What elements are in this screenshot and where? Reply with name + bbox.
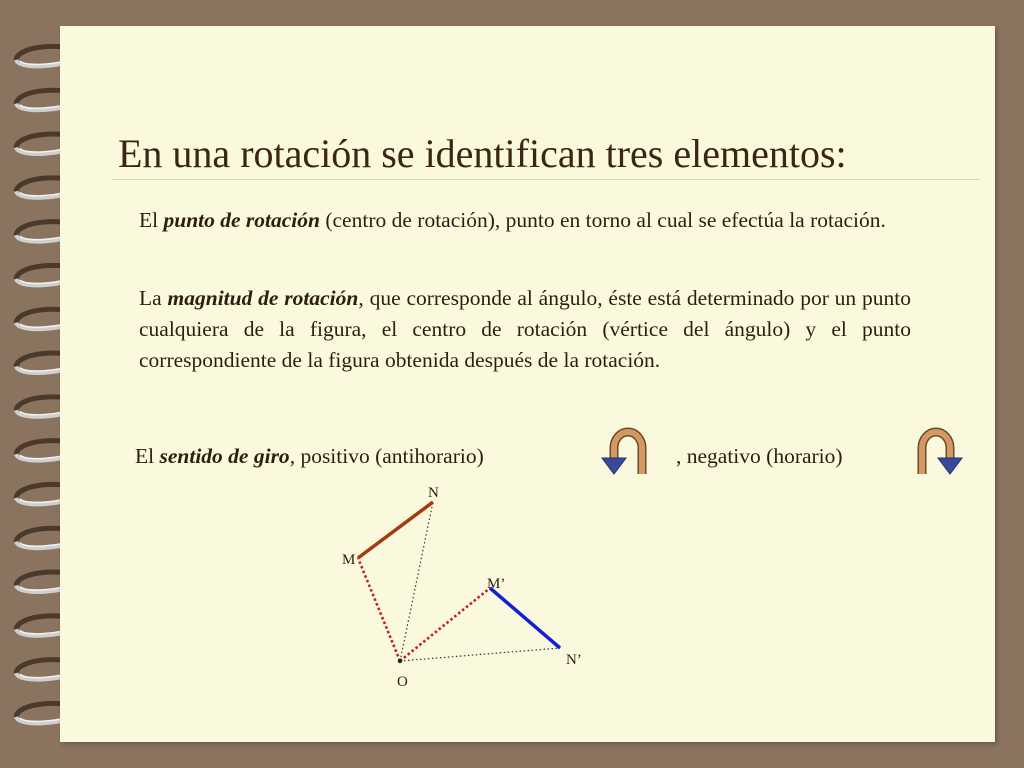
p3-keyword: sentido de giro: [159, 444, 290, 468]
p3-post2: , negativo (horario): [676, 444, 843, 468]
clockwise-arrow-icon: [906, 424, 970, 482]
center-point-o: [398, 659, 402, 663]
segment-m-prime-n-prime: [490, 588, 560, 648]
p1-post: (centro de rotación), punto en torno al cual se efectúa la rotación.: [319, 208, 886, 232]
p2-pre: La: [139, 286, 168, 310]
p2-post: , que corresponde al ángulo, éste está determinado por un punto cualquiera de la figura, el centro de rotación (vértice del ángulo) y el punto correspondiente de la figura obtenida después de la rotación.: [139, 286, 911, 372]
p1-pre: El: [139, 208, 164, 232]
p2-keyword: magnitud de rotación: [167, 286, 359, 310]
p3-post: , positivo (antihorario): [289, 444, 484, 468]
paragraph-rotation-direction-negative: [676, 441, 843, 472]
radius-line-om-prime: [400, 588, 490, 661]
label-n-prime: N’: [566, 652, 582, 668]
segment-mn: [358, 502, 433, 558]
label-m-prime: M’: [487, 576, 506, 592]
p3-pre: El: [135, 444, 160, 468]
p1-keyword: punto de rotación: [163, 208, 320, 232]
paragraph-rotation-point: [139, 205, 911, 236]
label-o: O: [397, 674, 408, 690]
radius-line-om: [358, 558, 400, 661]
label-m: M: [342, 552, 356, 568]
counterclockwise-arrow-icon: [596, 424, 660, 482]
paragraph-rotation-magnitude: [139, 283, 911, 376]
paragraph-rotation-direction: [135, 441, 484, 472]
slide-title: En una rotación se identifican tres elementos:: [118, 131, 847, 176]
guide-line-on-prime: [400, 648, 560, 661]
rotation-diagram: [330, 478, 630, 698]
title-divider: [112, 179, 980, 180]
label-n: N: [428, 485, 439, 501]
